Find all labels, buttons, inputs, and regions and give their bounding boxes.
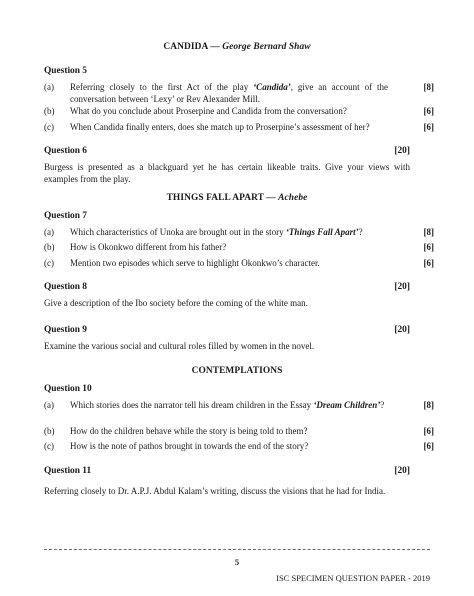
item-text bbox=[70, 227, 388, 239]
item-label: (c) bbox=[44, 441, 54, 451]
essay-title: ‘Dream Children’ bbox=[313, 400, 381, 410]
item-text: How is the note of pathos brought in towards the end of the story? bbox=[70, 441, 309, 451]
section-title-text: CONTEMPLATIONS bbox=[191, 366, 283, 376]
item-text-part: ? bbox=[358, 227, 363, 237]
section-author: Achebe bbox=[278, 193, 308, 203]
item-text bbox=[70, 400, 388, 412]
section-title-contemplations bbox=[0, 366, 474, 376]
question-11-marks: [20] bbox=[394, 466, 410, 476]
item-text-part: Which stories does the narrator tell his dream children in the Essay bbox=[70, 400, 314, 410]
item-label: (a) bbox=[44, 400, 54, 410]
item-marks: [8] bbox=[423, 227, 434, 237]
question-6-heading: Question 6 bbox=[44, 146, 87, 156]
item-text-part: , give an account of the conversation between ‘Lexy’ or Rev Alexander Mill. bbox=[70, 82, 388, 104]
item-marks: [6] bbox=[423, 106, 434, 116]
question-6-text: Burgess is presented as a blackguard yet he has certain likeable traits. Give your views with examples from the play. bbox=[44, 162, 410, 184]
item-text-part: ? bbox=[380, 400, 385, 410]
section-title-text: THINGS FALL APART — bbox=[166, 193, 276, 203]
item-marks: [6] bbox=[423, 122, 434, 132]
item-text: What do you conclude about Proserpine and Candida from the conversation? bbox=[70, 106, 347, 116]
question-8-heading: Question 8 bbox=[44, 282, 87, 292]
section-title-text: CANDIDA — bbox=[163, 42, 220, 52]
item-marks: [8] bbox=[423, 82, 434, 92]
item-label: (c) bbox=[44, 258, 54, 268]
item-marks: [8] bbox=[423, 400, 434, 410]
question-8-marks: [20] bbox=[394, 282, 410, 292]
item-text-part: Referring closely to the first Act of the play bbox=[70, 82, 254, 92]
item-label: (b) bbox=[44, 426, 55, 436]
question-7-heading: Question 7 bbox=[44, 211, 87, 221]
question-6-marks: [20] bbox=[394, 146, 410, 156]
question-5-heading: Question 5 bbox=[44, 66, 87, 76]
section-author: George Bernard Shaw bbox=[222, 42, 311, 52]
question-11-text: Referring closely to Dr. A.P.J. Abdul Kalam’s writing, discuss the visions that he had for India. bbox=[44, 486, 386, 496]
section-title-candida bbox=[0, 42, 474, 52]
question-9-marks: [20] bbox=[394, 325, 410, 335]
play-title: ‘Candida’ bbox=[253, 82, 291, 92]
question-11-heading: Question 11 bbox=[44, 466, 92, 476]
section-title-things-fall-apart bbox=[0, 193, 474, 203]
item-text-part: Which characteristics of Unoka are brought out in the story bbox=[70, 227, 286, 237]
novel-title: ‘Things Fall Apart’ bbox=[285, 227, 359, 237]
item-text: Mention two episodes which serve to highlight Okonkwo’s character. bbox=[70, 258, 320, 268]
item-label: (b) bbox=[44, 106, 55, 116]
item-label: (b) bbox=[44, 242, 55, 252]
question-9-heading: Question 9 bbox=[44, 325, 87, 335]
footer-divider bbox=[44, 549, 430, 550]
item-text: How do the children behave while the story is being told to them? bbox=[70, 426, 308, 436]
item-marks: [6] bbox=[423, 258, 434, 268]
item-marks: [6] bbox=[423, 441, 434, 451]
item-text: How is Okonkwo different from his father? bbox=[70, 242, 227, 252]
question-9-text: Examine the various social and cultural roles filled by women in the novel. bbox=[44, 341, 315, 351]
page-number: 5 bbox=[234, 557, 240, 567]
item-label: (a) bbox=[44, 227, 54, 237]
question-8-text: Give a description of the Ibo society before the coming of the white man. bbox=[44, 298, 308, 308]
item-text bbox=[70, 82, 388, 105]
item-marks: [6] bbox=[423, 426, 434, 436]
item-label: (a) bbox=[44, 82, 54, 92]
item-marks: [6] bbox=[423, 242, 434, 252]
question-10-heading: Question 10 bbox=[44, 384, 92, 394]
item-label: (c) bbox=[44, 122, 54, 132]
paper-name: ISC SPECIMEN QUESTION PAPER - 2019 bbox=[276, 573, 430, 583]
item-text: When Candida finally enters, does she match up to Proserpine’s assessment of her? bbox=[70, 122, 370, 132]
